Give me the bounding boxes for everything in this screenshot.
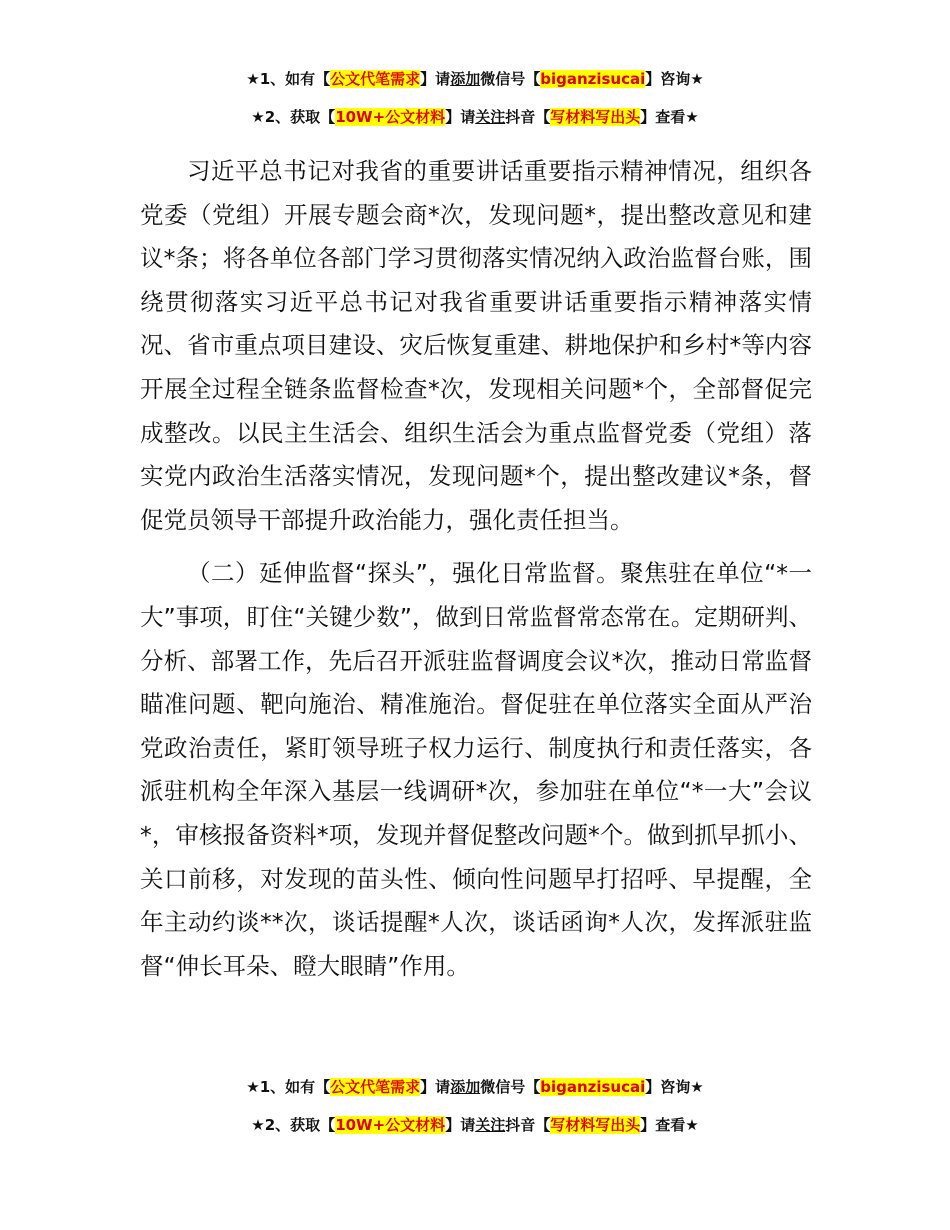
banner-prefix: ★1、如有【	[246, 70, 331, 88]
banner-emphasis: 关注	[475, 1116, 506, 1134]
banner-suffix: 】查看★	[640, 1116, 699, 1134]
banner-text: 微信号【	[480, 1078, 541, 1096]
banner-text: 】请	[445, 1116, 476, 1134]
banner-text: 抖音【	[505, 108, 551, 126]
banner-suffix: 】咨询★	[645, 70, 704, 88]
banner-suffix: 】查看★	[640, 108, 699, 126]
banner-highlight-douyin: 写材料写出头	[550, 108, 641, 126]
banner-prefix: ★2、获取【	[251, 1116, 336, 1134]
document-body	[140, 150, 812, 988]
banner-highlight-service: 公文代笔需求	[330, 1078, 421, 1096]
banner-line-2-top	[0, 106, 950, 128]
banner-highlight-service: 公文代笔需求	[330, 70, 421, 88]
banner-emphasis: 添加	[450, 70, 481, 88]
banner-prefix: ★1、如有【	[246, 1078, 331, 1096]
banner-suffix: 】咨询★	[645, 1078, 704, 1096]
banner-text: 】请	[445, 108, 476, 126]
banner-line-2-bottom	[0, 1114, 950, 1136]
banner-text: 抖音【	[505, 1116, 551, 1134]
banner-text: 】请	[420, 1078, 451, 1096]
banner-text: 】请	[420, 70, 451, 88]
paragraph-1: 习近平总书记对我省的重要讲话重要指示精神情况，组织各党委（党组）开展专题会商*次，发现问题*，提出整改意见和建议*条；将各单位各部门学习贯彻落实情况纳入政治监督台账，围绕贯彻落实习近平总书记对我省重要讲话重要指示精神落实情况、省市重点项目建设、灾后恢复重建、耕地保护和乡村*等内容开展全过程全链条监督检查*次，发现相关问题*个，全部督促完成整改。以民主生活会、组织生活会为重点监督党委（党组）落实党内政治生活落实情况，发现问题*个，提出整改建议*条，督促党员领导干部提升政治能力，强化责任担当。	[140, 157, 812, 534]
banner-emphasis: 关注	[475, 108, 506, 126]
banner-highlight-materials: 10W+公文材料	[335, 108, 446, 126]
banner-highlight-wechat-id: biganzisucai	[540, 70, 646, 88]
banner-line-1-bottom	[0, 1076, 950, 1098]
banner-highlight-materials: 10W+公文材料	[335, 1116, 446, 1134]
banner-emphasis: 添加	[450, 1078, 481, 1096]
banner-prefix: ★2、获取【	[251, 108, 336, 126]
banner-highlight-wechat-id: biganzisucai	[540, 1078, 646, 1096]
banner-text: 微信号【	[480, 70, 541, 88]
banner-line-1-top	[0, 68, 950, 90]
paragraph-2: （二）延伸监督“探头”，强化日常监督。聚焦驻在单位“*一大”事项，盯住“关键少数”，做到日常监督常态常在。定期研判、分析、部署工作，先后召开派驻监督调度会议*次，推动日常监督瞄准问题、靶向施治、精准施治。督促驻在单位落实全面从严治党政治责任，紧盯领导班子权力运行、制度执行和责任落实，各派驻机构全年深入基层一线调研*次，参加驻在单位“*一大”会议*，审核报备资料*项，发现并督促整改问题*个。做到抓早抓小、关口前移，对发现的苗头性、倾向性问题早打招呼、早提醒，全年主动约谈**次，谈话提醒*人次，谈话函询*人次，发挥派驻监督“伸长耳朵、瞪大眼睛”作用。	[140, 559, 812, 980]
banner-highlight-douyin: 写材料写出头	[550, 1116, 641, 1134]
